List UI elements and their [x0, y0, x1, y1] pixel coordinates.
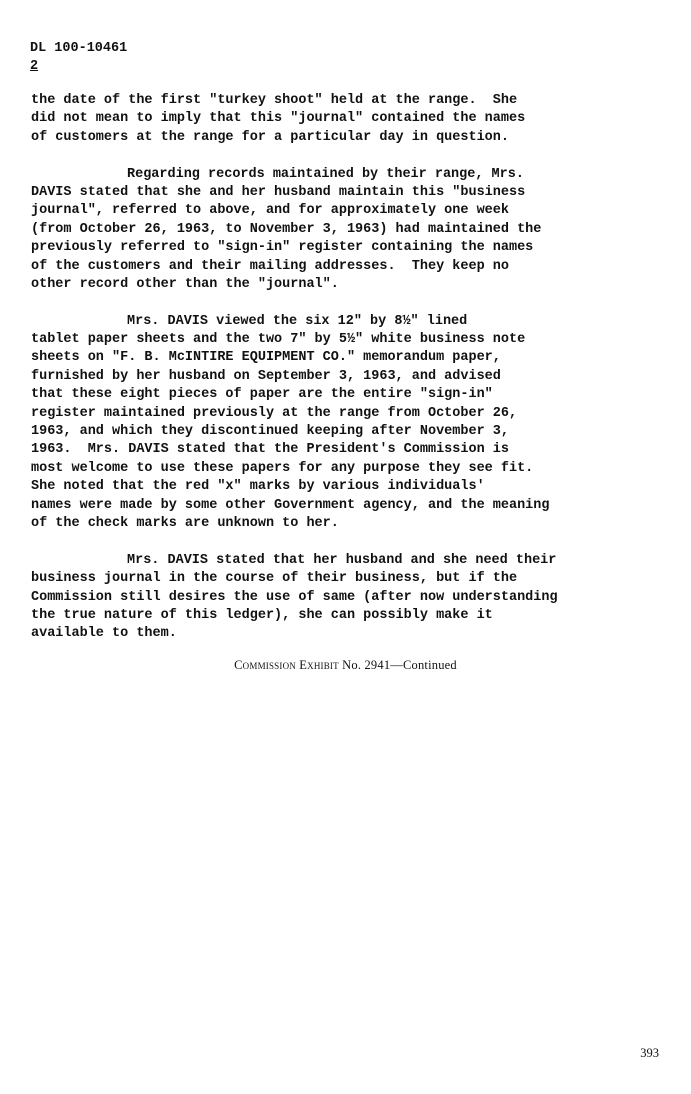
text-line: available to them. [31, 626, 177, 642]
folio-page-number: 393 [640, 1046, 659, 1060]
text-line: Commission still desires the use of same (after now understanding [31, 589, 558, 605]
text-line: of the check marks are unknown to her. [31, 515, 339, 531]
text-line: of customers at the range for a particular day in question. [31, 129, 509, 145]
paragraph-2 [31, 166, 671, 295]
text-line: did not mean to imply that this "journal" contained the names [31, 111, 526, 127]
text-line: Regarding records maintained by their range, Mrs. [127, 166, 524, 182]
text-line: that these eight pieces of paper are the entire "sign-in" [31, 387, 493, 403]
text-line: tablet paper sheets and the two 7" by 5½" white business note [31, 332, 526, 348]
document-body [31, 92, 671, 644]
text-line: 1963, and which they discontinued keeping after November 3, [31, 424, 509, 440]
exhibit-caption [0, 658, 691, 673]
text-line: Mrs. DAVIS viewed the six 12" by 8½" lined [127, 313, 468, 329]
paragraph-3 [31, 313, 671, 534]
text-line: sheets on "F. B. McINTIRE EQUIPMENT CO." memorandum paper, [31, 350, 501, 366]
paragraph-4 [31, 552, 671, 644]
page-number: 2 [30, 59, 39, 74]
caption-number: No. 2941—Continued [342, 658, 457, 672]
text-line: register maintained previously at the range from October 26, [31, 405, 518, 421]
text-line: Mrs. DAVIS stated that her husband and she need their [127, 552, 557, 568]
file-number: DL 100-10461 [30, 41, 128, 56]
text-line: the true nature of this ledger), she can possibly make it [31, 607, 493, 623]
text-line: names were made by some other Government agency, and the meaning [31, 497, 550, 513]
text-line: (from October 26, 1963, to November 3, 1963) had maintained the [31, 221, 542, 237]
text-line: the date of the first "turkey shoot" held at the range. She [31, 93, 518, 108]
paragraph-1 [31, 92, 671, 147]
caption-label: Commission Exhibit [234, 658, 339, 672]
text-line: furnished by her husband on September 3, 1963, and advised [31, 368, 501, 384]
text-line: of the customers and their mailing addresses. They keep no [31, 258, 509, 274]
text-line: DAVIS stated that she and her husband maintain this "business [31, 184, 526, 200]
text-line: previously referred to "sign-in" register containing the names [31, 240, 534, 256]
text-line: She noted that the red "x" marks by various individuals' [31, 479, 485, 495]
text-line: business journal in the course of their business, but if the [31, 571, 518, 587]
text-line: 1963. Mrs. DAVIS stated that the President's Commission is [31, 442, 509, 458]
text-line: most welcome to use these papers for any purpose they see fit. [31, 460, 534, 476]
document-header [30, 40, 127, 76]
text-line: other record other than the "journal". [31, 276, 339, 292]
text-line: journal", referred to above, and for approximately one week [31, 203, 509, 219]
